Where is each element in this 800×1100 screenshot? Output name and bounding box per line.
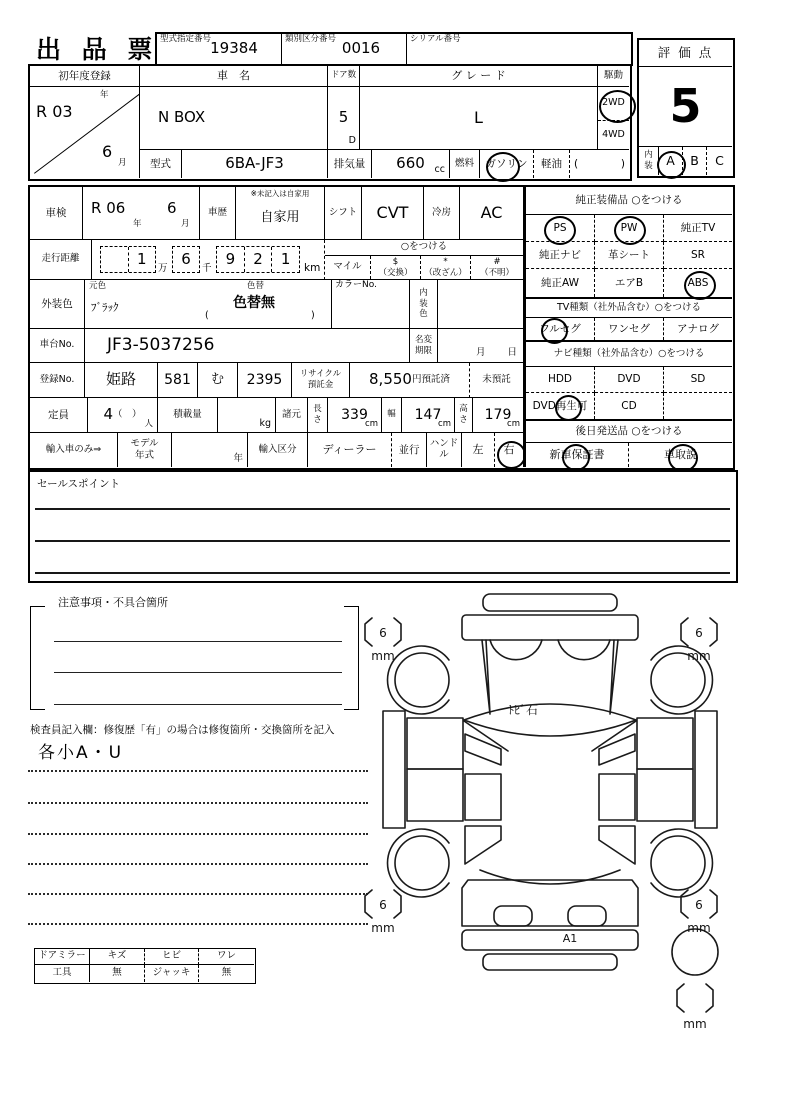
tread-rr: 6 (695, 898, 703, 912)
vehicle-table (28, 64, 632, 181)
door-front-left (407, 718, 463, 769)
equip-ps: PS (526, 215, 595, 242)
model-label: 型式 (140, 150, 182, 178)
evaluation-score: 5 (639, 67, 732, 147)
navi-sd: SD (664, 367, 732, 393)
selection-circle-dvd-play (555, 395, 582, 421)
selection-circle-interior-a (657, 151, 686, 179)
mileage-unit: km (304, 262, 321, 274)
tread-fl-unit: mm (371, 649, 395, 663)
height-value: 179 cm (473, 398, 523, 433)
int-color-value (438, 280, 523, 329)
sales-line-3 (35, 572, 730, 574)
wheel-rear-left (395, 836, 449, 890)
jack-none: 無 (221, 967, 232, 979)
model-year-unit: 年 (233, 453, 243, 465)
later-ship-header: 後日発送品 ○をつける (526, 419, 732, 443)
import-label: 輸入車のみ⇒ (30, 433, 118, 467)
tread-fr: 6 (695, 626, 703, 640)
color-no-label: カラーNo. (335, 280, 377, 290)
mileage-value (92, 240, 325, 280)
selection-circle-abs (684, 271, 716, 300)
mirror-ware: ワレ (199, 949, 254, 965)
odo-tamper: * （改ざん） (421, 256, 471, 279)
a-pillar-left (482, 640, 490, 714)
sales-line-1 (35, 508, 730, 510)
header-code-box (155, 32, 633, 66)
reg-class: 581 (158, 363, 198, 398)
wiper-arc-left (490, 640, 542, 660)
displacement-value: 660 cc (372, 150, 450, 178)
doors-value: 5 D (328, 87, 360, 150)
a-pillar-right (610, 640, 618, 714)
handle-label: ハンドル (427, 433, 462, 467)
spare-tire (672, 929, 718, 975)
tv-fullseg: フルセグ (526, 318, 595, 340)
mileage-sen-box: 6 (172, 246, 200, 273)
chassis-value: JF3-5037256 (85, 329, 410, 363)
model-year-value (172, 433, 248, 467)
tv-analog: アナログ (677, 322, 719, 335)
note-dotted-line-5 (28, 893, 368, 895)
grade-value: L (360, 87, 598, 150)
doors-unit: D (348, 135, 356, 147)
odometer-flags-header: ○をつける (325, 240, 523, 256)
first-reg-cell (30, 87, 140, 178)
capacity-unit: 人 (144, 419, 153, 430)
first-reg-year: R 03 (36, 102, 73, 121)
pillar-quad-rear-left (465, 826, 501, 864)
recycle-unpaid: 未預託 (470, 363, 523, 398)
fuel-other-paren: ( ) (574, 157, 625, 170)
selection-circle-pw (614, 216, 646, 245)
seat-left (465, 774, 501, 820)
note-dotted-line-4 (28, 863, 368, 865)
tread-fl: 6 (379, 626, 387, 640)
first-reg-month-unit: 月 (118, 158, 127, 168)
notes-label: 注意事項・不具合箇所 (58, 595, 168, 609)
reg-kana: む (198, 363, 238, 398)
notes-line-2 (54, 672, 342, 673)
equip-airbag: エアB (595, 269, 664, 297)
equip-tv: 純正TV (664, 215, 732, 242)
navi-hdd: HDD (526, 367, 595, 393)
chassis-label: 車台No. (30, 329, 85, 363)
interior-grade-b: B (683, 147, 707, 175)
shift-value: CVT (362, 187, 424, 240)
rear-bumper (462, 930, 638, 950)
handle-left: 左 (462, 433, 495, 467)
mirror-hibi: ヒビ (145, 949, 199, 965)
shaken-month: 6 (167, 199, 177, 217)
history-label: 車歴 (200, 187, 236, 240)
tail-tab-left (494, 906, 532, 926)
arch-rear-left (388, 829, 449, 897)
navi-dvd: DVD (595, 367, 664, 393)
recycle-label: リサイクル 預託金 (292, 363, 350, 398)
mirror-tool-table (34, 948, 256, 984)
mileage-man-box: 1 (100, 246, 156, 273)
width-label: 幅 (382, 398, 402, 433)
reg-area: 姫路 (85, 363, 158, 398)
height-label: 高 さ (455, 398, 473, 433)
import-dealer: ディーラー (308, 433, 392, 467)
selection-circle-manual (668, 444, 698, 472)
mileage-label: 走行距離 (30, 240, 92, 280)
fuel-diesel: 軽油 (534, 150, 570, 178)
wheel-rear-right (651, 836, 705, 890)
car-diagram (358, 588, 760, 1038)
door-rear-right (637, 769, 693, 821)
sales-point-box (28, 470, 738, 583)
name-change-value: 月 日 (438, 329, 523, 363)
inspector-note: 検査員記入欄：修復歴「有」の場合は修復箇所・交換箇所を記入 (30, 723, 335, 736)
equip-aw: 純正AW (526, 269, 595, 297)
note-dotted-line-3 (28, 833, 368, 835)
door-front-right (637, 718, 693, 769)
later-manual: 車取説 (664, 447, 697, 461)
ac-label: 冷房 (424, 187, 460, 240)
man-unit: 万 (158, 263, 168, 274)
jack-label: ジャッキ (145, 965, 199, 982)
tread-rl-unit: mm (371, 921, 395, 935)
shift-label: シフト (325, 187, 362, 240)
navi-empty (664, 393, 732, 419)
recycle-value: 8,550 円預託済 (350, 363, 470, 398)
fuel-label: 燃料 (450, 150, 480, 178)
odo-exchange: $ （交換） (371, 256, 421, 279)
name-change-label: 名変 期限 (410, 329, 438, 363)
bracket-spare (677, 984, 713, 1012)
tool-label: 工具 (35, 965, 90, 982)
capacity-value: 4 （ ） 人 (88, 398, 158, 433)
wiper-arc-right (558, 640, 610, 660)
class-code-value: 0016 (341, 39, 381, 58)
model-value: 6BA-JF3 (182, 150, 328, 178)
car-name-value: N BOX (140, 87, 328, 150)
odometer-flags (325, 240, 523, 280)
equip-abs: ABS (687, 276, 709, 289)
inspector-handwritten: 各小A・U (38, 743, 124, 764)
reg-number: 2395 (238, 363, 292, 398)
wheel-front-left (395, 653, 449, 707)
selection-circle-handle-right (497, 441, 526, 469)
front-panel (462, 615, 638, 640)
rear-window (480, 870, 620, 884)
pillar-quad-front-left (465, 734, 501, 765)
model-code-cell (157, 34, 282, 64)
tool-none: 無 (90, 965, 145, 982)
page-title: 出 品 票 (36, 34, 159, 64)
arch-front-left (388, 646, 449, 714)
shaken-value: R 06 年 6 月 (83, 187, 200, 240)
handle-right: 右 (503, 442, 515, 456)
notes-bracket-left (30, 606, 45, 710)
class-code-cell (282, 34, 407, 64)
drive-header: 駆動 (598, 66, 629, 87)
dims-label: 諸元 (276, 398, 308, 433)
tread-fr-unit: mm (687, 649, 711, 663)
int-color-label: 内 装 色 (410, 280, 438, 329)
sill-right (695, 711, 717, 828)
first-reg-header: 初年度登録 (30, 66, 140, 87)
width-value: 147 cm (402, 398, 455, 433)
sen-unit: 千 (202, 263, 212, 274)
load-value (218, 398, 276, 433)
length-label: 長 さ (308, 398, 328, 433)
displacement-unit: cc (434, 164, 445, 176)
model-code-value: 19384 (210, 39, 258, 58)
reg-label: 登録No. (30, 363, 85, 398)
repaint-value: 色替無 (233, 295, 275, 311)
interior-grade-a: A (659, 147, 683, 175)
selection-circle-gasoline (486, 152, 520, 182)
equip-leather: 革シート (595, 242, 664, 269)
equip-navi: 純正ナビ (526, 242, 595, 269)
spare-tread-unit: mm (683, 1017, 707, 1031)
doors-header: ドア数 (328, 66, 360, 87)
length-value: 339 cm (328, 398, 382, 433)
mirror-kizu: キズ (90, 949, 145, 965)
sill-left (383, 711, 405, 828)
front-top-strip (483, 594, 617, 611)
later-warranty: 新車保証書 (526, 443, 629, 467)
load-label: 積載量 (158, 398, 218, 433)
color-no-cell (332, 280, 410, 329)
mileage-rest-box: 9 2 1 (216, 246, 300, 273)
first-reg-month: 6 (102, 142, 113, 161)
history-note: ※未記入は自家用 (250, 189, 310, 198)
tail-tab-right (568, 906, 606, 926)
odo-mile: マイル (325, 256, 371, 279)
selection-circle-warranty (562, 444, 590, 471)
arch-rear-right (651, 829, 712, 897)
ext-color-cell: 元色 ﾌﾞﾗｯｸ 色替 色替無 ( ) (85, 280, 332, 329)
ext-color-label: 外装色 (30, 280, 85, 329)
drive-2wd: 2WD (598, 87, 629, 121)
orig-color-label: 元色 (89, 281, 107, 291)
car-name-header: 車 名 (140, 66, 328, 87)
tv-oneseg: ワンセグ (595, 318, 664, 340)
navi-type-header: ナビ種類（社外品含む）○をつける (526, 340, 732, 367)
odo-unknown: # （不明） (479, 256, 514, 278)
ac-value: AC (460, 187, 523, 240)
load-unit: kg (259, 418, 271, 430)
serial-cell (407, 34, 631, 64)
shaken-label: 車検 (30, 187, 83, 240)
notes-line-1 (54, 641, 342, 642)
class-code-label: 類別区分番号 (285, 34, 337, 44)
grade-header: グ レ ー ド (360, 66, 598, 87)
displacement-label: 排気量 (328, 150, 372, 178)
shaken-year-unit: 年 (133, 219, 142, 229)
note-dotted-line-2 (28, 802, 368, 804)
navi-dvd-play: DVD再生可 (526, 393, 595, 419)
history-value: ※未記入は自家用 自家用 (236, 187, 325, 240)
note-dotted-line-6 (28, 923, 368, 925)
tv-type-header: TV種類（社外品含む）○をつける (526, 297, 732, 318)
interior-grade-c: C (715, 152, 724, 168)
windshield-note: ﾄﾋﾞ石 (507, 703, 539, 717)
drive-4wd: 4WD (598, 121, 629, 150)
navi-cd: CD (595, 393, 664, 419)
equipment-header: 純正装備品 ○をつける (526, 187, 732, 215)
tread-rr-unit: mm (687, 921, 711, 935)
sales-point-label: セールスポイント (37, 478, 121, 490)
fuel-gasoline: ガソリン (480, 150, 534, 178)
recycle-paid-label: 円預託済 (411, 373, 450, 385)
equip-sr: SR (664, 242, 732, 269)
rear-code: A1 (562, 932, 578, 945)
evaluation-label: 評 価 点 (639, 40, 732, 67)
interior-grade-label: 内 装 (639, 147, 659, 175)
mirror-label: ドアミラー (35, 949, 90, 965)
capacity-label: 定員 (30, 398, 88, 433)
pillar-quad-rear-right (599, 826, 635, 864)
repaint-label: 色替 (247, 281, 265, 291)
selection-circle-fullseg (541, 318, 568, 344)
tread-rl: 6 (379, 898, 387, 912)
first-reg-year-unit: 年 (100, 90, 109, 100)
import-class-label: 輸入区分 (248, 433, 308, 467)
model-year-label: モデル 年式 (118, 433, 172, 467)
equip-pw: PW (595, 215, 664, 242)
sales-line-2 (35, 540, 730, 542)
selection-circle-ps (544, 216, 576, 245)
import-parallel: 並行 (392, 433, 427, 467)
orig-color-value: ﾌﾞﾗｯｸ (91, 301, 119, 314)
evaluation-box (637, 38, 735, 178)
note-dotted-line-1 (28, 770, 368, 772)
serial-label: シリアル番号 (410, 34, 461, 44)
pillar-quad-front-right (599, 734, 635, 765)
rear-bottom-strip (483, 954, 617, 970)
notes-bracket-right (344, 606, 359, 710)
rear-body (462, 880, 638, 926)
shaken-month-unit: 月 (181, 219, 190, 229)
seat-right (599, 774, 635, 820)
selection-circle-2wd (599, 90, 636, 123)
notes-line-3 (54, 704, 342, 705)
model-code-label: 型式指定番号 (160, 34, 212, 44)
door-rear-left (407, 769, 463, 821)
